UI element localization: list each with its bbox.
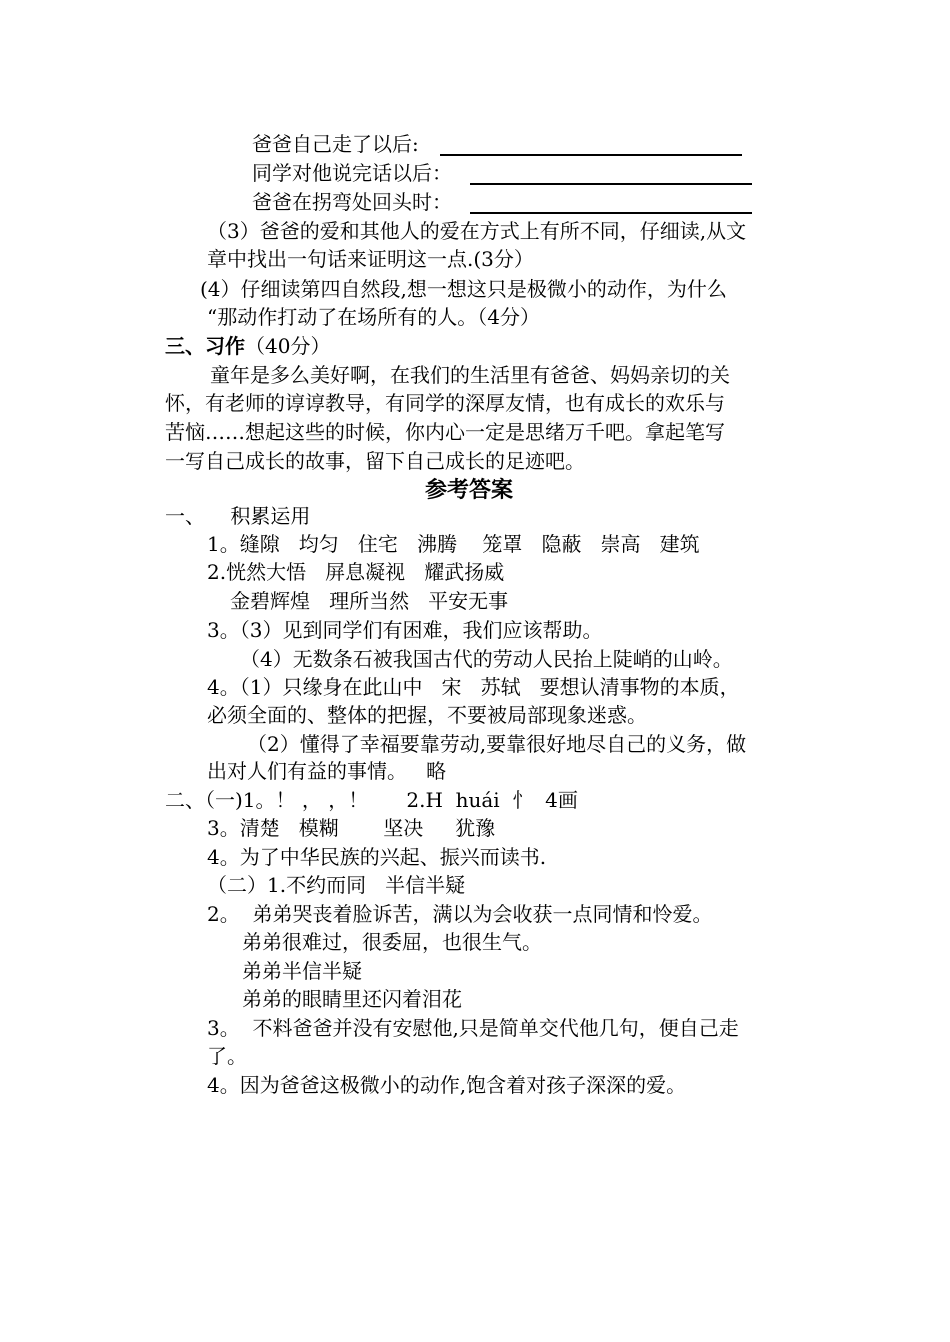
answer-line: 1。缝隙 均匀 住宅 沸腾 笼罩 隐蔽 崇高 建筑 (207, 532, 700, 556)
answer-line: 3。清楚 模糊 坚决 犹豫 (207, 816, 496, 840)
essay-prompt-line: 一写自己成长的故事，留下自己成长的足迹吧。 (165, 449, 585, 473)
answer-line: 必须全面的、整体的把握，不要被局部现象迷惑。 (207, 703, 647, 727)
section-heading-label: 三、习作 (165, 334, 245, 358)
question-text: (4）仔细读第四自然段,想一想这只是极微小的动作，为什么 (200, 277, 727, 301)
question-text: （3）爸爸的爱和其他人的爱在方式上有所不同，仔细读,从文 (207, 219, 747, 243)
question-text: 章中找出一句话来证明这一点.(3分） (207, 247, 534, 271)
answer-line: （二）1.不约而同 半信半疑 (207, 873, 466, 897)
answer-line: 了。 (207, 1044, 247, 1068)
answer-line: 一、 积累运用 (165, 504, 311, 528)
answer-line: 二、（一)1。！ ， ，！ 2.H huái 忄 4画 (165, 788, 578, 812)
answer-line: 出对人们有益的事情。 略 (207, 759, 447, 783)
fill-in-label: 同学对他说完话以后： (252, 161, 452, 185)
question-text: “那动作打动了在场所有的人。（4分） (207, 305, 540, 329)
answer-line: 4。为了中华民族的兴起、振兴而读书. (207, 845, 547, 869)
fill-in-label: 爸爸在拐弯处回头时： (252, 190, 452, 214)
answer-line: 弟弟很难过，很委屈，也很生气。 (242, 930, 542, 954)
essay-prompt-line: 童年是多么美好啊，在我们的生活里有爸爸、妈妈亲切的关 (210, 363, 730, 387)
section-score: （40分） (245, 334, 331, 358)
fill-in-label: 爸爸自己走了以后: (252, 132, 419, 156)
answer-line: 弟弟的眼睛里还闪着泪花 (242, 987, 462, 1011)
essay-prompt-line: 苦恼……想起这些的时候，你内心一定是思绪万千吧。拿起笔写 (165, 420, 725, 444)
answer-line: 弟弟半信半疑 (242, 959, 362, 983)
section-heading (165, 332, 330, 360)
answer-blank (470, 183, 752, 185)
answer-line: 4。因为爸爸这极微小的动作,饱含着对孩子深深的爱。 (207, 1073, 687, 1097)
answer-blank (470, 212, 752, 214)
answer-line: 4。（1）只缘身在此山中 宋 苏轼 要想认清事物的本质， (207, 675, 740, 699)
essay-prompt-line: 怀，有老师的谆谆教导，有同学的深厚友情，也有成长的欢乐与 (165, 391, 725, 415)
answer-title: 参考答案 (425, 477, 514, 503)
answer-line: 2。 弟弟哭丧着脸诉苦，满以为会收获一点同情和怜爱。 (207, 902, 713, 926)
answer-line: （4）无数条石被我国古代的劳动人民抬上陡峭的山岭。 (240, 647, 733, 671)
answer-line: 金碧辉煌 理所当然 平安无事 (230, 589, 509, 613)
answer-line: 3。 不料爸爸并没有安慰他,只是简单交代他几句，便自己走 (207, 1016, 739, 1040)
answer-line: 2.恍然大悟 屏息凝视 耀武扬威 (207, 560, 505, 584)
answer-blank (440, 154, 742, 156)
answer-line: （2）懂得了幸福要靠劳动,要靠很好地尽自己的义务，做 (247, 732, 747, 756)
answer-line: 3。（3）见到同学们有困难，我们应该帮助。 (207, 618, 603, 642)
